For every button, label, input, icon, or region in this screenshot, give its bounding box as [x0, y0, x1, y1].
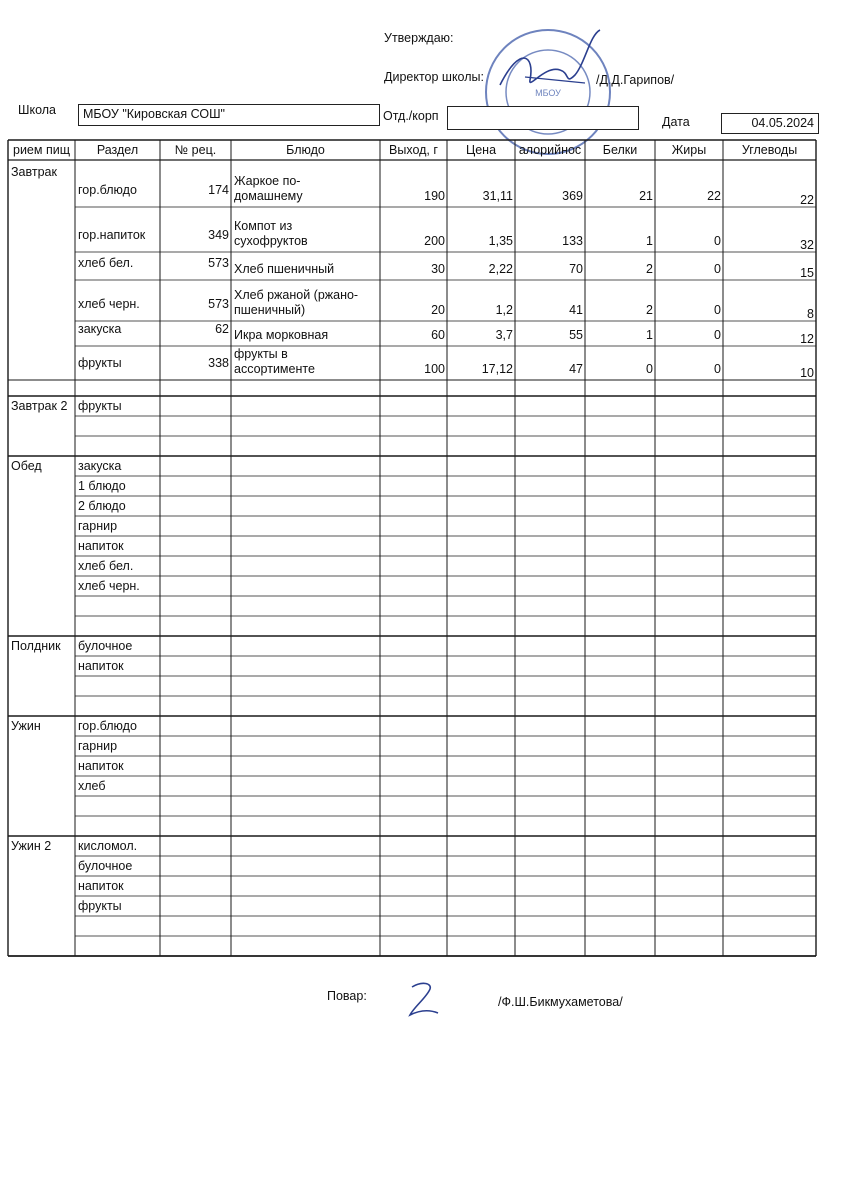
section-label: кисломол.	[78, 839, 138, 853]
section-label: гор.напиток	[78, 228, 146, 242]
carbs-value: 32	[800, 238, 814, 252]
protein-value: 0	[646, 362, 653, 376]
section-label	[75, 616, 160, 636]
carbs-value: 10	[800, 366, 814, 380]
section-label: напиток	[78, 759, 124, 773]
fat-value: 0	[714, 234, 721, 248]
kcal-value: 47	[569, 362, 583, 376]
section-label: хлеб черн.	[78, 579, 140, 593]
recipe-number: 174	[208, 183, 229, 197]
header-cell: Блюдо	[286, 143, 325, 157]
price-value: 1,2	[495, 303, 513, 317]
carbs-value: 12	[800, 332, 814, 346]
section-label	[75, 796, 160, 816]
dish-line: сухофруктов	[234, 234, 308, 248]
director-label: Директор школы:	[384, 70, 484, 84]
fat-value: 0	[714, 303, 721, 317]
dish-line: Хлеб пшеничный	[234, 262, 335, 276]
header-cell: Белки	[602, 143, 638, 157]
fat-value: 0	[714, 262, 721, 276]
section-label: закуска	[78, 459, 122, 473]
kcal-value: 55	[569, 328, 583, 342]
cook-name: /Ф.Ш.Бикмухаметова/	[498, 995, 623, 1009]
kcal-value: 133	[562, 234, 583, 248]
dish-line: Хлеб ржаной (ржано-	[234, 288, 359, 302]
section-label: хлеб бел.	[78, 256, 134, 270]
meal-label: Ужин	[11, 719, 41, 733]
fat-value: 22	[707, 189, 721, 203]
section-label: хлеб бел.	[78, 559, 134, 573]
section-label: фрукты	[78, 899, 122, 913]
section-label: гарнир	[78, 519, 118, 533]
school-field[interactable]: МБОУ "Кировская СОШ"	[78, 104, 380, 126]
protein-value: 2	[646, 303, 653, 317]
approve-label: Утверждаю:	[384, 31, 454, 45]
school-label: Школа	[18, 103, 56, 117]
section-label: напиток	[78, 539, 124, 553]
dish-line: фрукты в	[234, 347, 288, 361]
section-label: булочное	[78, 639, 133, 653]
director-name: /Д.Д.Гарипов/	[596, 73, 675, 87]
header-cell: Жиры	[671, 143, 707, 157]
recipe-number: 62	[215, 322, 229, 336]
header-cell: Углеводы	[741, 143, 798, 157]
dish-line: Жаркое по-	[234, 174, 301, 188]
price-value: 1,35	[488, 234, 513, 248]
dish-line: Икра морковная	[234, 328, 329, 342]
section-label: 2 блюдо	[78, 499, 126, 513]
header-cell: № рец.	[174, 143, 217, 157]
recipe-number: 349	[208, 228, 229, 242]
dish-name	[231, 160, 380, 207]
header-cell: алорийнос	[518, 143, 582, 157]
recipe-number: 573	[208, 256, 229, 270]
recipe-number: 338	[208, 356, 229, 370]
section-label: 1 блюдо	[78, 479, 126, 493]
section-label: гор.блюдо	[78, 719, 137, 733]
meal-label: Полдник	[11, 639, 61, 653]
section-label: напиток	[78, 879, 124, 893]
meal-label: Завтрак 2	[11, 399, 68, 413]
price-value: 2,22	[488, 262, 513, 276]
price-value: 31,11	[482, 189, 513, 203]
dish-name	[231, 280, 380, 321]
weight-value: 190	[424, 189, 445, 203]
section-label: хлеб черн.	[78, 297, 140, 311]
cook-signature	[400, 975, 450, 1025]
section-label: фрукты	[78, 399, 122, 413]
weight-value: 100	[424, 362, 445, 376]
section-label: напиток	[78, 659, 124, 673]
meal-label: Ужин 2	[11, 839, 52, 853]
carbs-value: 15	[800, 266, 814, 280]
header-cell: рием пищ	[13, 143, 70, 157]
dish-name	[231, 321, 380, 346]
section-label	[75, 816, 160, 836]
date-field[interactable]: 04.05.2024	[721, 113, 819, 134]
protein-value: 1	[646, 234, 653, 248]
dish-name	[231, 252, 380, 280]
protein-value: 1	[646, 328, 653, 342]
dish-name	[231, 207, 380, 252]
dish-line: Компот из	[234, 219, 293, 233]
dish-line: пшеничный)	[234, 303, 306, 317]
section-label: закуска	[78, 322, 122, 336]
section-label: гор.блюдо	[78, 183, 137, 197]
kcal-value: 70	[569, 262, 583, 276]
fat-value: 0	[714, 362, 721, 376]
section-label	[75, 936, 160, 956]
section-label	[75, 416, 160, 436]
fat-value: 0	[714, 328, 721, 342]
section-label	[75, 596, 160, 616]
section-label	[75, 916, 160, 936]
price-value: 3,7	[495, 328, 513, 342]
carbs-value: 22	[800, 193, 814, 207]
section-label: хлеб	[78, 779, 106, 793]
section-label: булочное	[78, 859, 133, 873]
section-label	[75, 696, 160, 716]
meal-label: Обед	[11, 459, 42, 473]
section-label: фрукты	[78, 356, 122, 370]
date-label: Дата	[662, 115, 690, 129]
section-label: гарнир	[78, 739, 118, 753]
section-label	[75, 436, 160, 456]
weight-value: 30	[431, 262, 445, 276]
meal-label: Завтрак	[11, 165, 57, 179]
carbs-value: 8	[807, 307, 814, 321]
header-cell: Раздел	[96, 143, 139, 157]
stamp-text: МБОУ	[535, 88, 561, 98]
header-cell: Выход, г	[389, 143, 438, 157]
dept-label: Отд./корп	[383, 109, 439, 123]
weight-value: 200	[424, 234, 445, 248]
price-value: 17,12	[481, 362, 513, 376]
kcal-value: 41	[569, 303, 583, 317]
dish-line: домашнему	[234, 189, 303, 203]
weight-value: 20	[431, 303, 445, 317]
weight-value: 60	[431, 328, 445, 342]
section-label	[75, 676, 160, 696]
protein-value: 2	[646, 262, 653, 276]
cook-label: Повар:	[327, 989, 367, 1003]
header-cell: Цена	[465, 143, 497, 157]
protein-value: 21	[639, 189, 653, 203]
recipe-number: 573	[208, 297, 229, 311]
dish-name	[231, 346, 380, 380]
dish-line: ассортименте	[234, 362, 315, 376]
kcal-value: 369	[562, 189, 583, 203]
